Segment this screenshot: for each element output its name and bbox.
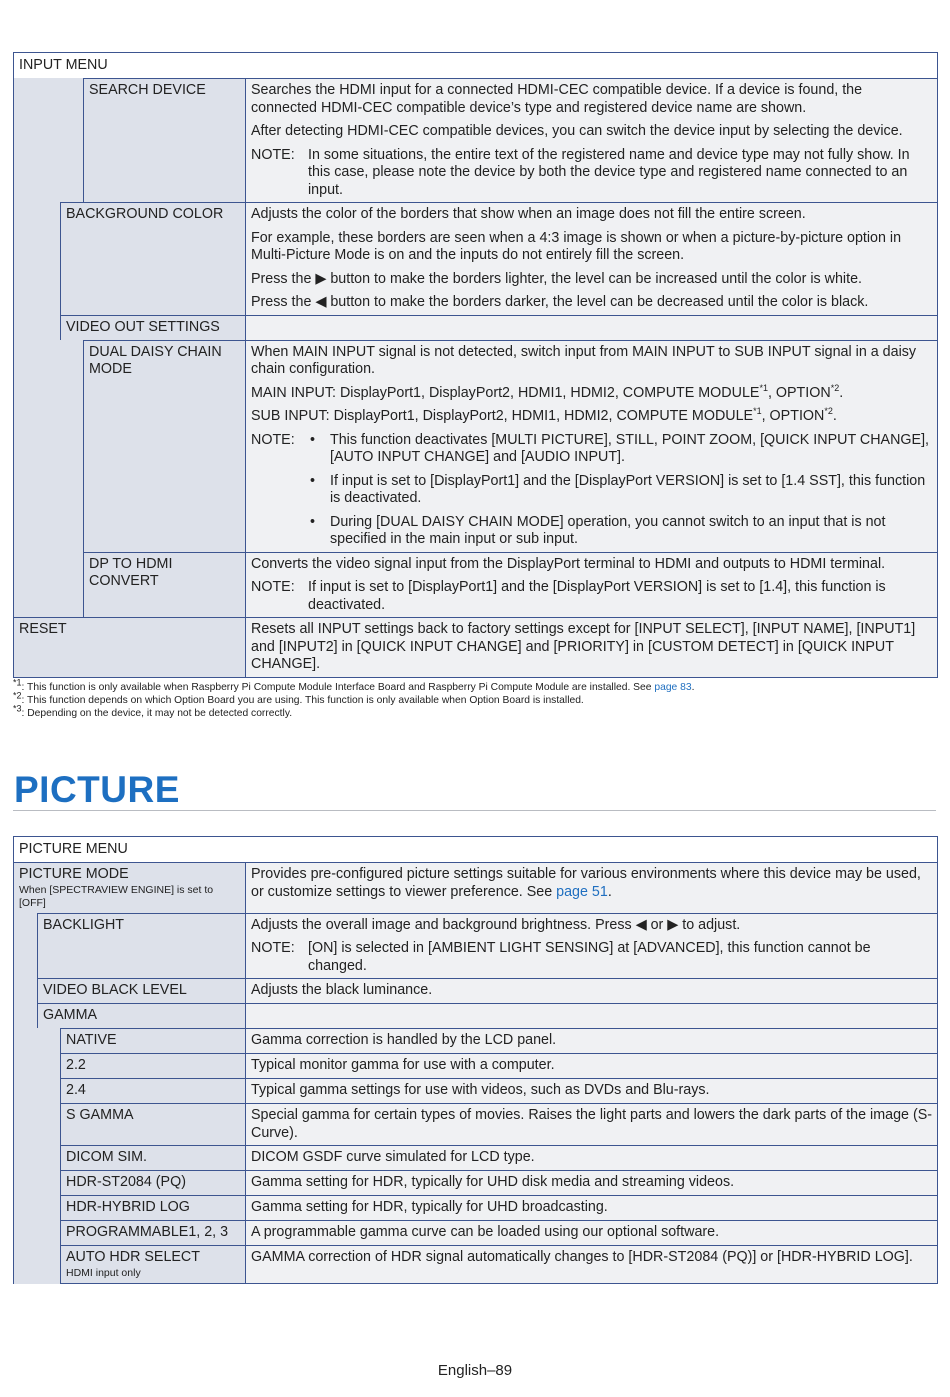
- setting-name: [83, 340, 245, 552]
- setting-name: [60, 1103, 245, 1145]
- setting-label: DP TO HDMI CONVERT: [89, 555, 173, 589]
- text-run: Provides pre-configured picture settings suitable for various environments where this device may be used, or customize settings to viewer preference. See: [251, 866, 921, 900]
- footnote-mark: *2: [13, 690, 22, 701]
- bullet-icon: •: [310, 431, 316, 448]
- table-row: [14, 1220, 937, 1245]
- setting-description: [245, 552, 937, 618]
- setting-label: BACKLIGHT: [43, 916, 125, 933]
- description-paragraph: [251, 294, 932, 312]
- setting-name: [14, 862, 245, 913]
- setting-label: HDR-HYBRID LOG: [66, 1199, 190, 1215]
- setting-name: [60, 1028, 245, 1053]
- setting-label: NATIVE: [66, 1032, 117, 1048]
- setting-label: SEARCH DEVICE: [89, 82, 206, 98]
- note: [251, 579, 932, 614]
- setting-description: [245, 1053, 937, 1078]
- text-run: [ON] is selected in [AMBIENT LIGHT SENSING] at [ADVANCED], this function cannot be changed.: [308, 940, 871, 974]
- setting-label: PICTURE MODE: [19, 866, 129, 882]
- text-run: .: [839, 384, 844, 401]
- setting-name: [60, 202, 245, 315]
- text-run: Adjusts the overall image and background brightness. Press ◀ or ▶ to adjust.: [251, 916, 741, 933]
- setting-label: GAMMA: [43, 1007, 98, 1023]
- footnote: [13, 703, 694, 720]
- description-paragraph: [251, 206, 932, 224]
- note-text: [308, 579, 932, 614]
- setting-description: [245, 1028, 937, 1053]
- text-run: .: [607, 883, 612, 900]
- note-list-item: [308, 514, 932, 549]
- note-label: NOTE:: [251, 146, 295, 163]
- setting-label: VIDEO OUT SETTINGS: [66, 318, 220, 335]
- footnote: [13, 677, 695, 694]
- setting-label: HDR-ST2084 (PQ): [66, 1174, 186, 1190]
- table-row: [14, 1053, 937, 1078]
- text-run: Press the ◀ button to make the borders darker, the level can be decreased until the color is black.: [251, 294, 869, 310]
- note-text: [308, 940, 932, 975]
- setting-description: [245, 202, 937, 315]
- table-row: [14, 978, 937, 1003]
- setting-label: BACKGROUND COLOR: [66, 206, 224, 222]
- setting-label: 2.4: [66, 1082, 86, 1098]
- setting-name: [60, 1245, 245, 1284]
- text-run: If input is set to [DisplayPort1] and the [DisplayPort VERSION] is set to [1.4], this function is deactivated.: [308, 579, 886, 613]
- description-paragraph: [251, 271, 932, 289]
- setting-label: S GAMMA: [66, 1107, 134, 1123]
- text-run: Press the ▶ button to make the borders lighter, the level can be increased until the color is white.: [251, 270, 863, 287]
- indent-spacer: [14, 1220, 60, 1245]
- text-run: For example, these borders are seen when a 4:3 image is shown or when a picture-by-picture option in Multi-Picture Mode is on and the inputs do not entirely fill the screen.: [251, 229, 902, 263]
- description-paragraph: [251, 1032, 932, 1050]
- description-paragraph: [251, 82, 932, 117]
- setting-description: [245, 1145, 937, 1170]
- setting-sublabel: HDMI input only: [66, 1266, 141, 1279]
- table-row: [14, 1028, 937, 1053]
- page-number: English–89: [437, 1362, 513, 1379]
- text-run: .: [832, 408, 837, 424]
- table-header: PICTURE MENU: [14, 837, 937, 862]
- description-paragraph: [251, 1107, 932, 1142]
- text-run: In some situations, the entire text of the registered name and device type may not fully show. In this case, please note the device by both the device type and registered name connected to an input.: [308, 146, 910, 198]
- setting-description: [245, 862, 937, 913]
- text-run: Gamma correction is handled by the LCD panel.: [251, 1032, 557, 1048]
- description-paragraph: [251, 382, 932, 403]
- setting-label: AUTO HDR SELECT: [66, 1249, 200, 1265]
- setting-name: [60, 1078, 245, 1103]
- table-row: [14, 1245, 937, 1284]
- description-paragraph: [251, 917, 932, 935]
- text-run: DICOM GSDF curve simulated for LCD type.: [251, 1149, 535, 1165]
- setting-name: [83, 78, 245, 202]
- setting-label: DICOM SIM.: [66, 1149, 148, 1165]
- indent-spacer: [14, 1195, 60, 1220]
- table-row: [14, 315, 937, 340]
- description-paragraph: [251, 230, 932, 265]
- setting-label: 2.2: [66, 1057, 86, 1073]
- setting-name: [37, 978, 245, 1003]
- setting-name: [60, 1170, 245, 1195]
- description-paragraph: [251, 556, 932, 574]
- indent-spacer: [14, 1245, 60, 1284]
- setting-description: [245, 1195, 937, 1220]
- table-row: [14, 78, 937, 202]
- note-label: NOTE:: [251, 579, 295, 595]
- note-text: [308, 147, 932, 200]
- indent-spacer: [14, 78, 83, 202]
- bullet-icon: •: [310, 472, 316, 489]
- description-paragraph: [251, 1224, 932, 1242]
- indent-spacer: [14, 1003, 37, 1028]
- note-item-text: This function deactivates [MULTI PICTURE], STILL, POINT ZOOM, [QUICK INPUT CHANGE], [AUTO INPUT CHANGE] and [AUDIO INPUT].: [330, 431, 930, 465]
- description-paragraph: [251, 123, 932, 141]
- section-title: PICTURE: [14, 769, 180, 810]
- indent-spacer: [14, 1028, 60, 1053]
- description-paragraph: [251, 982, 932, 1000]
- note-list-item: [308, 473, 932, 508]
- text-run: , OPTION: [767, 384, 831, 401]
- description-paragraph: [251, 1149, 932, 1167]
- indent-spacer: [14, 913, 37, 979]
- table-row: [14, 1145, 937, 1170]
- note-label: NOTE:: [251, 431, 295, 448]
- footnote-text: : This function depends on which Option Board you are using. This function is only available when Option Board is installed.: [21, 695, 584, 706]
- description-paragraph: [251, 1199, 932, 1217]
- text-run: SUB INPUT: DisplayPort1, DisplayPort2, HDMI1, HDMI2, COMPUTE MODULE: [251, 408, 754, 424]
- setting-label: DUAL DAISY CHAIN MODE: [89, 343, 222, 377]
- note-list-item: [308, 432, 932, 467]
- setting-name: [37, 913, 245, 979]
- input-menu-table: [13, 52, 938, 678]
- table-row: [14, 1003, 937, 1028]
- setting-name: [37, 1003, 245, 1028]
- text-run: Resets all INPUT settings back to factory settings except for [INPUT SELECT], [INPUT NAME], [INPUT1] and [INPUT2] in [QUICK INPUT CHANGE] and [PRIORITY] in [CUSTOM DETECT] in [QUICK INPUT CHANGE].: [251, 621, 916, 672]
- indent-spacer: [14, 978, 37, 1003]
- text-run: Gamma setting for HDR, typically for UHD disk media and streaming videos.: [251, 1174, 735, 1190]
- setting-description: [245, 1078, 937, 1103]
- text-run: Converts the video signal input from the DisplayPort terminal to HDMI and outputs to HDMI terminal.: [251, 555, 886, 572]
- indent-spacer: [14, 340, 83, 552]
- setting-description: [245, 315, 937, 340]
- text-run: , OPTION: [761, 408, 825, 424]
- setting-label: PROGRAMMABLE1, 2, 3: [66, 1224, 229, 1240]
- description-paragraph: [251, 1082, 932, 1100]
- table-row: [14, 1195, 937, 1220]
- table-row: [14, 340, 937, 552]
- section-divider: [13, 810, 936, 811]
- setting-description: [245, 978, 937, 1003]
- table-row: [14, 202, 937, 315]
- setting-name: [60, 1053, 245, 1078]
- indent-spacer: [14, 552, 83, 618]
- table-row: [14, 913, 937, 979]
- table-row: [14, 1078, 937, 1103]
- note-item-text: If input is set to [DisplayPort1] and the [DisplayPort VERSION] is set to [1.4 SST], this function is deactivated.: [330, 472, 926, 506]
- table-row: [14, 862, 937, 913]
- text-run: Adjusts the color of the borders that show when an image does not fill the entire screen.: [251, 206, 806, 222]
- table-header: INPUT MENU: [14, 53, 937, 78]
- indent-spacer: [14, 1053, 60, 1078]
- setting-name: [60, 1220, 245, 1245]
- note-label: NOTE:: [251, 940, 295, 956]
- indent-spacer: [14, 1145, 60, 1170]
- note-item-text: During [DUAL DAISY CHAIN MODE] operation, you cannot switch to an input that is not specified in the main input or sub input.: [330, 513, 886, 547]
- note: [251, 940, 932, 975]
- text-run: Typical gamma settings for use with videos, such as DVDs and Blu-rays.: [251, 1082, 710, 1098]
- note-list: [308, 432, 932, 549]
- setting-description: [245, 1170, 937, 1195]
- indent-spacer: [14, 315, 60, 340]
- picture-menu-table: [13, 836, 938, 1284]
- footnote-text: : Depending on the device, it may not be detected correctly.: [21, 708, 293, 719]
- indent-spacer: [14, 202, 60, 315]
- setting-description: [245, 1220, 937, 1245]
- table-row: [14, 1170, 937, 1195]
- setting-name: [83, 552, 245, 618]
- description-paragraph: [251, 1174, 932, 1192]
- description-paragraph: [251, 621, 932, 674]
- description-paragraph: [251, 408, 932, 426]
- text-run: After detecting HDMI-CEC compatible devices, you can switch the device input by selecting the device.: [251, 123, 903, 139]
- footnote-mark: *3: [13, 703, 22, 714]
- bullet-icon: •: [310, 513, 316, 530]
- text-run: Special gamma for certain types of movies. Raises the light parts and lowers the dark parts of the image (S-Curve).: [251, 1107, 933, 1141]
- footnote-mark: *1: [13, 677, 22, 688]
- text-run: When MAIN INPUT signal is not detected, switch input from MAIN INPUT to SUB INPUT signal in a daisy chain configuration.: [251, 343, 917, 377]
- setting-sublabel: When [SPECTRAVIEW ENGINE] is set to [OFF]: [19, 883, 214, 909]
- indent-spacer: [14, 1103, 60, 1145]
- setting-description: [245, 1245, 937, 1284]
- description-paragraph: [251, 1249, 932, 1267]
- setting-description: [245, 1003, 937, 1028]
- text-run: Adjusts the black luminance.: [251, 982, 433, 998]
- table-row: [14, 552, 937, 618]
- text-run: GAMMA correction of HDR signal automatically changes to [HDR-ST2084 (PQ)] or [HDR-HYBRID LOG].: [251, 1249, 913, 1265]
- indent-spacer: [14, 1170, 60, 1195]
- setting-label: RESET: [19, 621, 67, 637]
- footnote: [13, 690, 694, 707]
- footnote-text-end: .: [691, 682, 695, 693]
- page-link[interactable]: page 83: [654, 682, 692, 693]
- footnote-text: : This function is only available when Raspberry Pi Compute Module Interface Board and Raspberry Pi Compute Module are installed. See: [21, 682, 655, 693]
- footnote-ref: *1: [753, 406, 762, 417]
- description-paragraph: [251, 1057, 932, 1075]
- setting-description: [245, 913, 937, 979]
- text-run: Searches the HDMI input for a connected HDMI-CEC compatible device. If a device is found, the connected HDMI-CEC compatible device’s type and registered device name are shown.: [251, 82, 863, 116]
- setting-description: [245, 617, 937, 678]
- setting-label: VIDEO BLACK LEVEL: [43, 982, 187, 998]
- note: [251, 432, 932, 549]
- footnote-ref: *2: [830, 382, 840, 393]
- footnote-ref: *2: [824, 406, 833, 417]
- page-link[interactable]: page 51: [556, 883, 608, 900]
- table-row: [14, 1103, 937, 1145]
- setting-name: [60, 1145, 245, 1170]
- description-paragraph: [251, 866, 932, 901]
- description-paragraph: [251, 344, 932, 379]
- text-run: Typical monitor gamma for use with a computer.: [251, 1057, 555, 1073]
- text-run: Gamma setting for HDR, typically for UHD broadcasting.: [251, 1199, 608, 1215]
- setting-name: [60, 315, 245, 340]
- table-row: [14, 617, 937, 678]
- setting-description: [245, 340, 937, 552]
- text-run: MAIN INPUT: DisplayPort1, DisplayPort2, HDMI1, HDMI2, COMPUTE MODULE: [251, 384, 760, 401]
- setting-description: [245, 78, 937, 202]
- setting-description: [245, 1103, 937, 1145]
- setting-name: [60, 1195, 245, 1220]
- footnote-ref: *1: [759, 382, 768, 393]
- text-run: A programmable gamma curve can be loaded using our optional software.: [251, 1224, 720, 1240]
- note: [251, 147, 932, 200]
- setting-name: [14, 617, 245, 678]
- footnotes: [13, 677, 695, 720]
- indent-spacer: [14, 1078, 60, 1103]
